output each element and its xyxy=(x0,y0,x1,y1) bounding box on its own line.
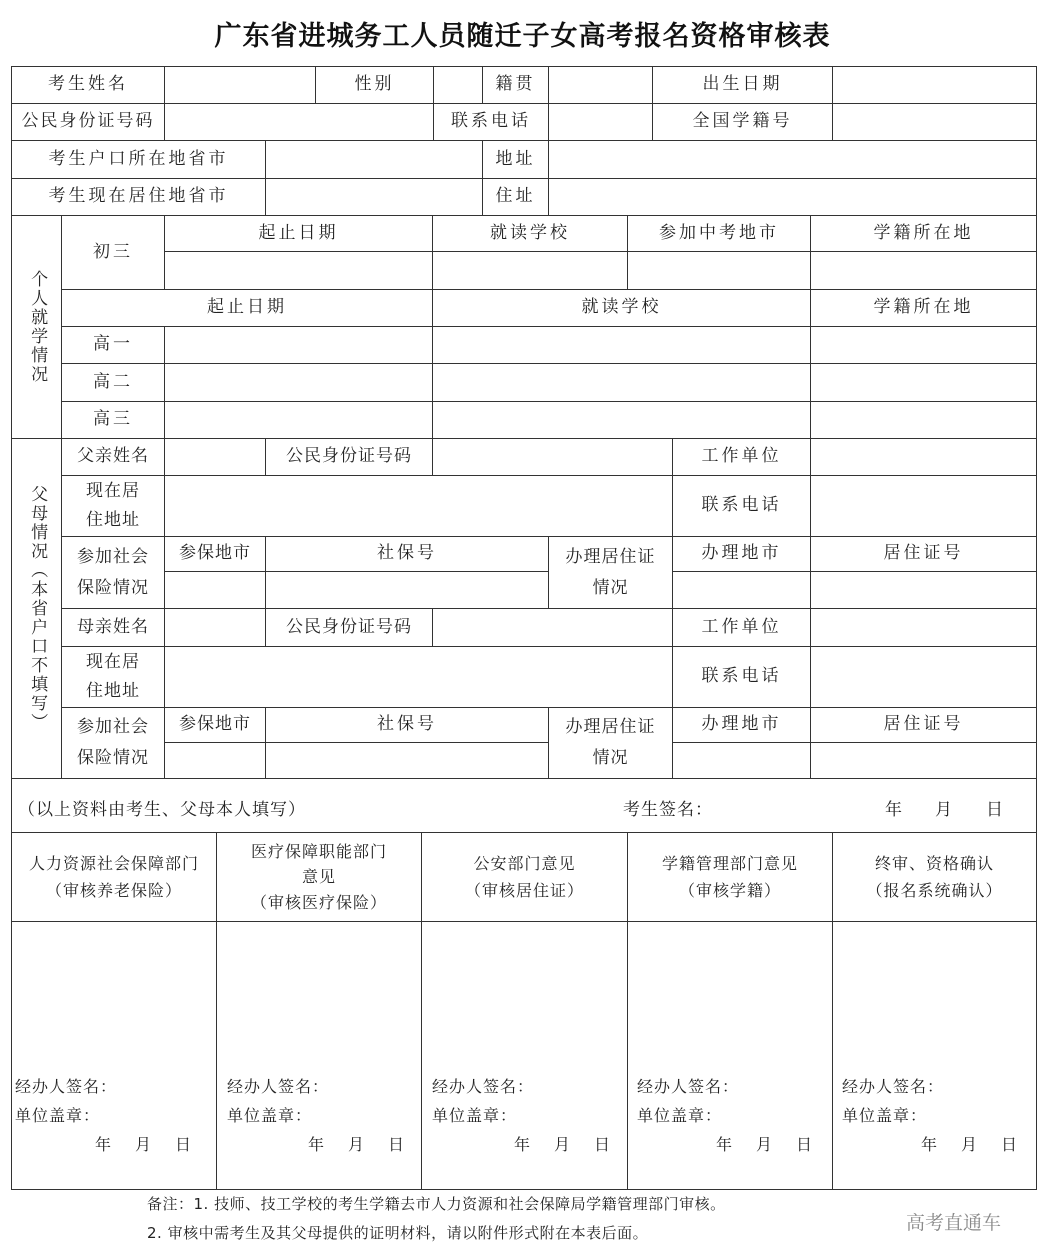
label-mother-permit xyxy=(548,707,673,779)
review-date: 年 月 日 xyxy=(514,1135,615,1154)
header-mother-permit-city: 办理地市 xyxy=(672,707,811,743)
field-gender[interactable] xyxy=(433,66,483,104)
field-g2-registry[interactable] xyxy=(810,363,1037,402)
education-section-text: 个人就学情况 xyxy=(27,270,48,384)
field-father-address[interactable] xyxy=(164,475,673,537)
header-father-ins-city: 参保地市 xyxy=(164,536,266,572)
field-mother-name[interactable] xyxy=(164,608,266,647)
label-line: 住地址 xyxy=(86,681,140,701)
label-residence-province: 考生现在居住地省市 xyxy=(11,178,266,216)
handler-sign-label: 经办人签名： xyxy=(842,1077,945,1096)
field-mother-ins-no[interactable] xyxy=(265,742,549,779)
header-mother-permit-no: 居住证号 xyxy=(810,707,1037,743)
declaration-text: （以上资料由考生、父母本人填写） xyxy=(18,800,306,820)
field-g2-school[interactable] xyxy=(432,363,811,402)
field-j-school[interactable] xyxy=(432,251,628,290)
field-mother-employer[interactable] xyxy=(810,608,1037,647)
field-g3-school[interactable] xyxy=(432,401,811,439)
unit-seal-label: 单位盖章： xyxy=(637,1106,723,1125)
label-hukou-province: 考生户口所在地省市 xyxy=(11,140,266,179)
field-mother-phone[interactable] xyxy=(810,646,1037,708)
label-id-number: 公民身份证号码 xyxy=(11,103,165,141)
label-line: 参加社会 xyxy=(77,717,149,738)
unit-seal-label: 单位盖章： xyxy=(842,1106,928,1125)
review-header-line: 终审、资格确认 xyxy=(874,853,994,873)
parents-section-label xyxy=(11,438,62,779)
unit-seal-label: 单位盖章： xyxy=(15,1106,101,1125)
header-s-dates: 起止日期 xyxy=(61,289,433,327)
field-j-registry[interactable] xyxy=(810,251,1037,290)
label-birth-date: 出生日期 xyxy=(652,66,833,104)
label-father-name: 父亲姓名 xyxy=(61,438,165,476)
label-phone: 联系电话 xyxy=(433,103,549,141)
note-1: 备注：1. 技师、技工学校的考生学籍去市人力资源和社会保障局学籍管理部门审核。 xyxy=(147,1195,726,1213)
field-j-exam-city[interactable] xyxy=(627,251,811,290)
note-2: 2. 审核中需考生及其父母提供的证明材料，请以附件形式附在本表后面。 xyxy=(147,1224,649,1242)
field-father-permit-city[interactable] xyxy=(672,571,811,609)
handler-sign-label: 经办人签名： xyxy=(15,1077,118,1096)
field-name[interactable] xyxy=(164,66,316,104)
header-mother-ins-no: 社保号 xyxy=(265,707,549,743)
field-g1-school[interactable] xyxy=(432,326,811,364)
handler-sign-label: 经办人签名： xyxy=(432,1077,535,1096)
field-birth-date[interactable] xyxy=(832,66,1037,104)
label-line: 现在居 xyxy=(86,481,140,502)
review-header-final xyxy=(832,832,1037,922)
field-father-ins-no[interactable] xyxy=(265,571,549,609)
review-header-line: （审核学籍） xyxy=(678,881,781,900)
label-junior3: 初三 xyxy=(61,215,165,290)
field-address[interactable] xyxy=(548,140,1037,179)
field-father-permit-no[interactable] xyxy=(810,571,1037,609)
review-header-line: （审核养老保险） xyxy=(45,881,182,900)
label-mother-insurance xyxy=(61,707,165,779)
label-gender: 性别 xyxy=(315,66,434,104)
field-phone[interactable] xyxy=(548,103,653,141)
field-father-phone[interactable] xyxy=(810,475,1037,537)
field-father-ins-city[interactable] xyxy=(164,571,266,609)
parents-section-text: 父母情况（本省户口不填写） xyxy=(27,485,48,732)
label-line: 保险情况 xyxy=(77,577,149,598)
field-id-number[interactable] xyxy=(164,103,434,141)
field-father-name[interactable] xyxy=(164,438,266,476)
label-name: 考生姓名 xyxy=(11,66,165,104)
label-mother-name: 母亲姓名 xyxy=(61,608,165,647)
label-line: 参加社会 xyxy=(77,546,149,567)
unit-seal-label: 单位盖章： xyxy=(227,1106,313,1125)
header-s-school: 就读学校 xyxy=(432,289,811,327)
field-g1-registry[interactable] xyxy=(810,326,1037,364)
review-header-line: （报名系统确认） xyxy=(866,881,1003,900)
field-student-no[interactable] xyxy=(832,103,1037,141)
declaration-day: 日 xyxy=(986,800,1004,820)
header-j-school: 就读学校 xyxy=(432,215,628,252)
header-j-dates: 起止日期 xyxy=(164,215,433,252)
handler-sign-label: 经办人签名： xyxy=(227,1077,330,1096)
unit-seal-label: 单位盖章： xyxy=(432,1106,518,1125)
field-father-employer[interactable] xyxy=(810,438,1037,476)
label-grade-1: 高一 xyxy=(61,326,165,364)
label-grade-3: 高三 xyxy=(61,401,165,439)
field-mother-permit-city[interactable] xyxy=(672,742,811,779)
label-line: 情况 xyxy=(592,748,629,768)
field-g3-registry[interactable] xyxy=(810,401,1037,439)
label-mother-phone: 联系电话 xyxy=(672,646,811,708)
header-s-registry: 学籍所在地 xyxy=(810,289,1037,327)
review-header-line: （审核居住证） xyxy=(464,881,584,900)
declaration-year: 年 xyxy=(885,800,903,820)
header-j-registry: 学籍所在地 xyxy=(810,215,1037,252)
review-date: 年 月 日 xyxy=(716,1135,817,1154)
field-residence-province[interactable] xyxy=(265,178,483,216)
label-father-id: 公民身份证号码 xyxy=(265,438,433,476)
field-mother-address[interactable] xyxy=(164,646,673,708)
review-header-line: 医疗保障职能部门 xyxy=(250,841,387,861)
label-father-phone: 联系电话 xyxy=(672,475,811,537)
review-header-police xyxy=(421,832,628,922)
label-native-place: 籍贯 xyxy=(482,66,549,104)
field-j-dates[interactable] xyxy=(164,251,433,290)
field-g3-dates[interactable] xyxy=(164,401,433,439)
review-date: 年 月 日 xyxy=(921,1135,1022,1154)
field-g1-dates[interactable] xyxy=(164,326,433,364)
review-header-line: 意见 xyxy=(301,867,336,887)
label-address: 地址 xyxy=(482,140,549,179)
review-header-line: 学籍管理部门意见 xyxy=(661,853,798,873)
review-header-medical xyxy=(216,832,422,922)
header-father-ins-no: 社保号 xyxy=(265,536,549,572)
review-header-line: 公安部门意见 xyxy=(473,853,576,873)
review-date: 年 月 日 xyxy=(308,1135,409,1154)
label-mother-employer: 工作单位 xyxy=(672,608,811,647)
field-mother-id[interactable] xyxy=(432,608,673,647)
label-line: 情况 xyxy=(592,577,629,598)
field-hukou-province[interactable] xyxy=(265,140,483,179)
header-father-permit-city: 办理地市 xyxy=(672,536,811,572)
watermark: 高考直通车 xyxy=(906,1212,1002,1234)
field-residence-address[interactable] xyxy=(548,178,1037,216)
label-father-insurance xyxy=(61,536,165,609)
label-line: 办理居住证 xyxy=(565,717,656,738)
header-mother-ins-city: 参保地市 xyxy=(164,707,266,743)
review-header-line: （审核医疗保险） xyxy=(250,892,387,912)
field-g2-dates[interactable] xyxy=(164,363,433,402)
field-father-id[interactable] xyxy=(432,438,673,476)
label-line: 办理居住证 xyxy=(565,546,656,567)
review-header-hr xyxy=(11,832,217,922)
education-section-label xyxy=(11,215,62,439)
label-father-employer: 工作单位 xyxy=(672,438,811,476)
review-header-registry xyxy=(627,832,833,922)
header-father-permit-no: 居住证号 xyxy=(810,536,1037,572)
review-header-line: 人力资源社会保障部门 xyxy=(28,853,199,873)
field-mother-permit-no[interactable] xyxy=(810,742,1037,779)
label-student-no: 全国学籍号 xyxy=(652,103,833,141)
label-father-address xyxy=(61,475,165,537)
declaration-month: 月 xyxy=(935,800,953,820)
candidate-signature-label: 考生签名： xyxy=(623,800,713,820)
label-father-permit xyxy=(548,536,673,609)
field-native-place[interactable] xyxy=(548,66,653,104)
label-line: 保险情况 xyxy=(77,748,149,768)
label-mother-id: 公民身份证号码 xyxy=(265,608,433,647)
label-mother-address xyxy=(61,646,165,708)
label-line: 现在居 xyxy=(86,652,140,673)
form-title: 广东省进城务工人员随迁子女高考报名资格审核表 xyxy=(214,21,831,52)
header-j-exam-city: 参加中考地市 xyxy=(627,215,811,252)
handler-sign-label: 经办人签名： xyxy=(637,1077,740,1096)
label-grade-2: 高二 xyxy=(61,363,165,402)
label-residence-address: 住址 xyxy=(482,178,549,216)
label-line: 住地址 xyxy=(86,510,140,530)
field-mother-ins-city[interactable] xyxy=(164,742,266,779)
review-date: 年 月 日 xyxy=(95,1135,196,1154)
